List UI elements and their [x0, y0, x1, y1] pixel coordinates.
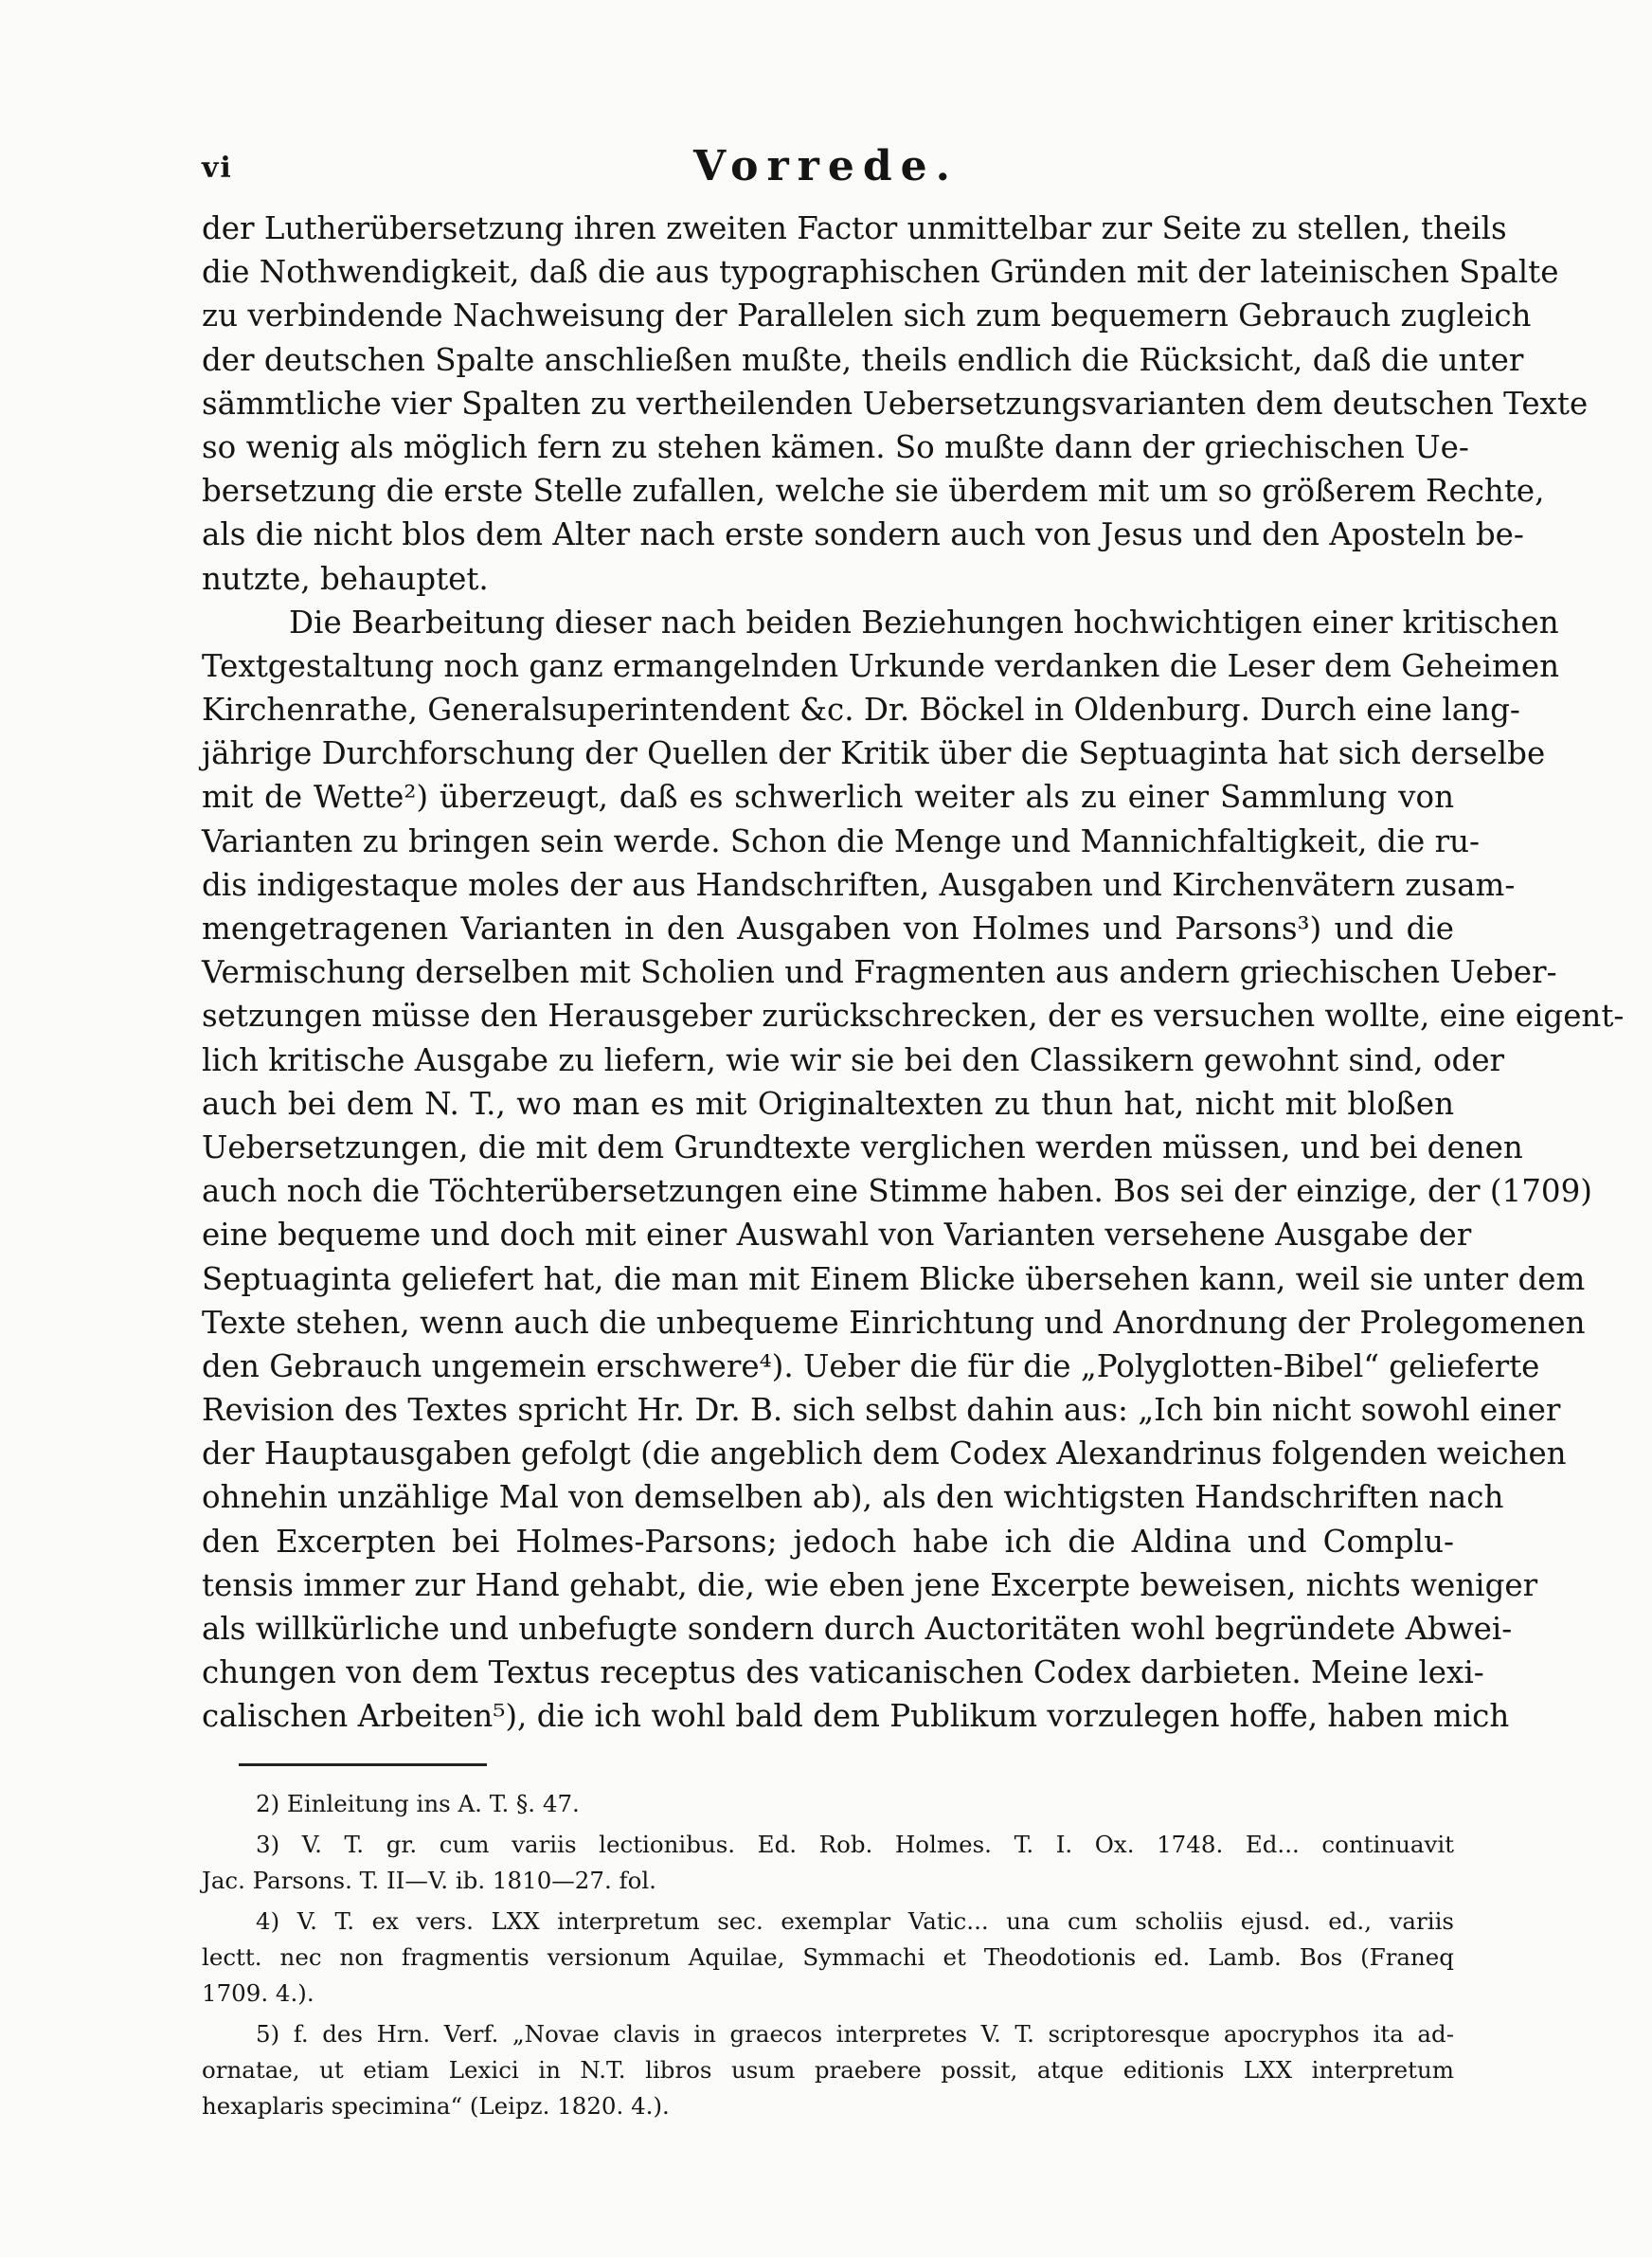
text-line: Die Bearbeitung dieser nach beiden Beziehungen hochwichtigen einer kritischen [289, 604, 1559, 641]
footnote-line: hexaplaris specimina“ (Leipz. 1820. 4.). [202, 2092, 670, 2120]
text-line: ohnehin unzählige Mal von demselben ab), als den wichtigsten Handschriften nach [202, 1479, 1504, 1516]
text-line: der deutschen Spalte anschließen mußte, theils endlich die Rücksicht, daß die unter [202, 341, 1524, 378]
text-line: als die nicht blos dem Alter nach erste sondern auch von Jesus und den Aposteln be- [202, 516, 1524, 553]
text-line: lich kritische Ausgabe zu liefern, wie wir sie bei den Classikern gewohnt sind, oder [202, 1041, 1505, 1078]
footnote-line: 5) f. des Hrn. Verf. „Novae clavis in graecos interpretes V. T. scriptoresque apocryphos ita ad- [256, 2020, 1454, 2048]
text-line: Uebersetzungen, die mit dem Grundtexte verglichen werden müssen, und bei denen [202, 1128, 1523, 1165]
text-line: als willkürliche und unbefugte sondern durch Auctoritäten wohl begründete Abwei- [202, 1611, 1513, 1647]
text-line: calischen Arbeiten⁵), die ich wohl bald dem Publikum vorzulegen hoffe, haben mich [202, 1698, 1510, 1735]
text-line: der Hauptausgaben gefolgt (die angeblich dem Codex Alexandrinus folgenden weichen [202, 1435, 1567, 1472]
page-number: vi [202, 152, 233, 185]
body-text [202, 207, 1625, 1739]
footnote-divider [239, 1763, 487, 1766]
text-line: die Nothwendigkeit, daß die aus typographischen Gründen mit der lateinischen Spalte [202, 254, 1559, 291]
text-line: sämmtliche vier Spalten zu vertheilenden Uebersetzungsvarianten dem deutschen Texte [202, 385, 1589, 422]
footnote [202, 1904, 1454, 2012]
text-line: tensis immer zur Hand gehabt, die, wie eben jene Excerpte beweisen, nichts weniger [202, 1566, 1538, 1603]
footnotes [202, 1786, 1454, 2124]
text-line: den Gebrauch ungemein erschwere⁴). Ueber die für die „Polyglotten-Bibel“ gelieferte [202, 1347, 1540, 1384]
text-line: Vermischung derselben mit Scholien und Fragmenten aus andern griechischen Ueber- [202, 954, 1557, 991]
text-line: Revision des Textes spricht Hr. Dr. B. sich selbst dahin aus: „Ich bin nicht sowohl einer [202, 1392, 1561, 1429]
text-line: auch noch die Töchterübersetzungen eine Stimme haben. Bos sei der einzige, der (1709) [202, 1173, 1592, 1210]
footnote [202, 1827, 1454, 1899]
footnote-line: 2) Einleitung ins A. T. §. 47. [256, 1790, 580, 1817]
footnote-line: 1709. 4.). [202, 1979, 314, 2007]
text-line: Septuaginta geliefert hat, die man mit Einem Blicke übersehen kann, weil sie unter dem [202, 1260, 1586, 1297]
text-line: chungen von dem Textus receptus des vaticanischen Codex darbieten. Meine lexi- [202, 1654, 1484, 1691]
text-line: Varianten zu bringen sein werde. Schon die Menge und Mannichfaltigkeit, die ru- [202, 822, 1481, 859]
text-line: mengetragenen Varianten in den Ausgaben von Holmes und Parsons³) und die [202, 911, 1454, 947]
footnote [202, 2016, 1454, 2124]
footnote-line: Jac. Parsons. T. II—V. ib. 1810—27. fol. [202, 1867, 656, 1894]
text-line: eine bequeme und doch mit einer Auswahl von Varianten versehene Ausgabe der [202, 1217, 1472, 1254]
text-line: der Lutherübersetzung ihren zweiten Factor unmittelbar zur Seite zu stellen, theils [202, 210, 1507, 246]
text-line: mit de Wette²) überzeugt, daß es schwerlich weiter als zu einer Sammlung von [202, 779, 1454, 816]
running-title: Vorrede. [693, 142, 959, 190]
text-line: nutzte, behauptet. [202, 560, 489, 597]
text-line: Kirchenrathe, Generalsuperintendent &c. Dr. Böckel in Oldenburg. Durch eine lang- [202, 692, 1520, 729]
footnote [202, 1786, 1454, 1822]
text-line: jährige Durchforschung der Quellen der Kritik über die Septuaginta hat sich derselbe [202, 735, 1546, 772]
footnote-line: lectt. nec non fragmentis versionum Aquilae, Symmachi et Theodotionis ed. Lamb. Bos (Franeq [202, 1943, 1454, 1971]
text-line: auch bei dem N. T., wo man es mit Originaltexten zu thun hat, nicht mit bloßen [202, 1085, 1454, 1122]
footnote-line: 4) V. T. ex vers. LXX interpretum sec. exemplar Vatic... una cum scholiis ejusd. ed., variis [256, 1907, 1454, 1935]
text-line: Texte stehen, wenn auch die unbequeme Einrichtung und Anordnung der Prolegomenen [202, 1304, 1586, 1341]
text-line: zu verbindende Nachweisung der Parallelen sich zum bequemern Gebrauch zugleich [202, 298, 1532, 334]
text-line: Textgestaltung noch ganz ermangelnden Urkunde verdanken die Leser dem Geheimen [202, 647, 1560, 684]
text-line: dis indigestaque moles der aus Handschriften, Ausgaben und Kirchenvätern zusam- [202, 866, 1516, 903]
page-header [0, 142, 1652, 199]
footnote-line: ornatae, ut etiam Lexici in N.T. libros usum praebere possit, atque editionis LXX interpretum [202, 2056, 1454, 2084]
text-line: bersetzung die erste Stelle zufallen, welche sie überdem mit um so größerem Rechte, [202, 473, 1545, 510]
text-line: setzungen müsse den Herausgeber zurückschrecken, der es versuchen wollte, eine eigent- [202, 998, 1625, 1035]
text-line: so wenig als möglich fern zu stehen kämen. So mußte dann der griechischen Ue- [202, 428, 1469, 465]
text-line: den Excerpten bei Holmes-Parsons; jedoch habe ich die Aldina und Complu- [202, 1523, 1454, 1560]
footnote-line: 3) V. T. gr. cum variis lectionibus. Ed. Rob. Holmes. T. I. Ox. 1748. Ed... continuavit [256, 1831, 1454, 1858]
